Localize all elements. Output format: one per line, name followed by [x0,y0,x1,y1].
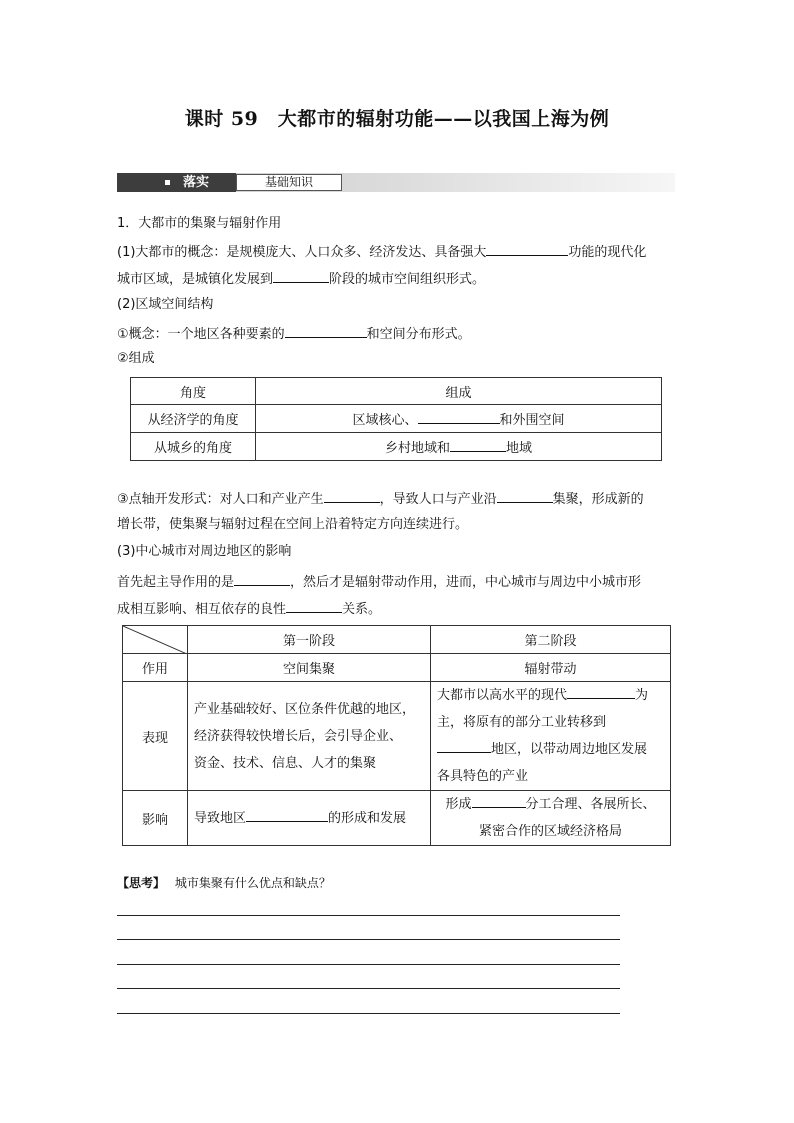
table-row [123,682,671,791]
answer-blank [418,409,500,424]
answer-blank [450,437,506,452]
answer-blank [246,807,328,822]
table-cell: 导致地区 的形成和发展 [188,791,431,846]
banner-dark-block [117,173,236,192]
table-header: 角度 [131,378,256,405]
square-bullet-icon [165,180,170,185]
table-row [131,433,662,461]
think-question: 城市集聚有什么优点和缺点？ [174,876,331,890]
answer-blank [437,738,491,753]
answer-blank [324,488,380,503]
answer-line[interactable] [117,939,620,940]
table-cell: 从城乡的角度 [131,433,256,461]
structure-table [130,377,662,461]
page-title: 课时 59 大都市的辐射功能——以我国上海为例 [184,108,610,130]
table-cell: 大都市以高水平的现代 为 主，将原有的部分工业转移到 地区，以带动周边地区发展 各具特色的产业 [431,682,671,791]
answer-blank [286,598,342,613]
text-line: 增长带，使集聚与辐射过程在空间上沿着特定方向连续进行。 [117,517,469,532]
table-row [131,405,662,433]
table-cell: 区域核心、 和外围空间 [256,405,662,433]
answer-blank [285,323,367,338]
answer-blank [567,684,635,699]
think-label: 【思考】 [117,876,166,890]
text-line: 成相互影响、相互依存的良性 关系。 [117,598,381,619]
think-prompt [117,874,331,892]
row-label: 表现 [123,682,188,791]
subheading: (2)区域空间结构 [117,297,214,312]
stage-table [122,625,671,846]
answer-blank [472,793,526,808]
answer-blank [234,571,290,586]
table-cell: 形成 分工合理、各展所长、 紧密合作的区域经济格局 [431,791,671,846]
answer-blank [486,241,568,256]
table-header: 组成 [256,378,662,405]
table-cell: 产业基础较好、区位条件优越的地区， 经济获得较快增长后，会引导企业、 资金、技术、信息、人才的集聚 [188,682,431,791]
answer-line[interactable] [117,1013,620,1014]
answer-blank [497,488,553,503]
table-cell: 空间集聚 [188,654,431,682]
text-line: ③点轴开发形式：对人口和产业产生 ，导致人口与产业沿 集聚，形成新的 [117,488,644,509]
answer-blank [273,268,329,283]
banner-section-label: 落实 [183,175,210,190]
answer-line[interactable] [117,964,620,965]
table-cell: 乡村地域和 地域 [256,433,662,461]
table-cell: 辐射带动 [431,654,671,682]
answer-line[interactable] [117,915,620,916]
table-header: 第二阶段 [431,626,671,654]
row-label: 作用 [123,654,188,682]
subheading: (3)中心城市对周边地区的影响 [117,544,292,559]
diagonal-line-icon [123,626,187,654]
table-header: 第一阶段 [188,626,431,654]
table-row [123,654,671,682]
text-line: (1)大都市的概念：是规模庞大、人口众多、经济发达、具备强大 功能的现代化 [117,241,646,262]
subheading: ②组成 [117,351,155,366]
text-line: ①概念：一个地区各种要素的 和空间分布形式。 [117,323,471,344]
row-label: 影响 [123,791,188,846]
answer-line[interactable] [117,988,620,989]
section-banner [117,173,675,192]
banner-tab: 基础知识 [236,174,342,191]
table-row [123,791,671,846]
section-heading: 1．大都市的集聚与辐射作用 [117,216,282,231]
diagonal-corner-cell [123,626,188,654]
text-line: 首先起主导作用的是 ，然后才是辐射带动作用，进而，中心城市与周边中小城市形 [117,571,641,592]
text-line: 城市区域，是城镇化发展到 阶段的城市空间组织形式。 [117,268,485,289]
table-cell: 从经济学的角度 [131,405,256,433]
